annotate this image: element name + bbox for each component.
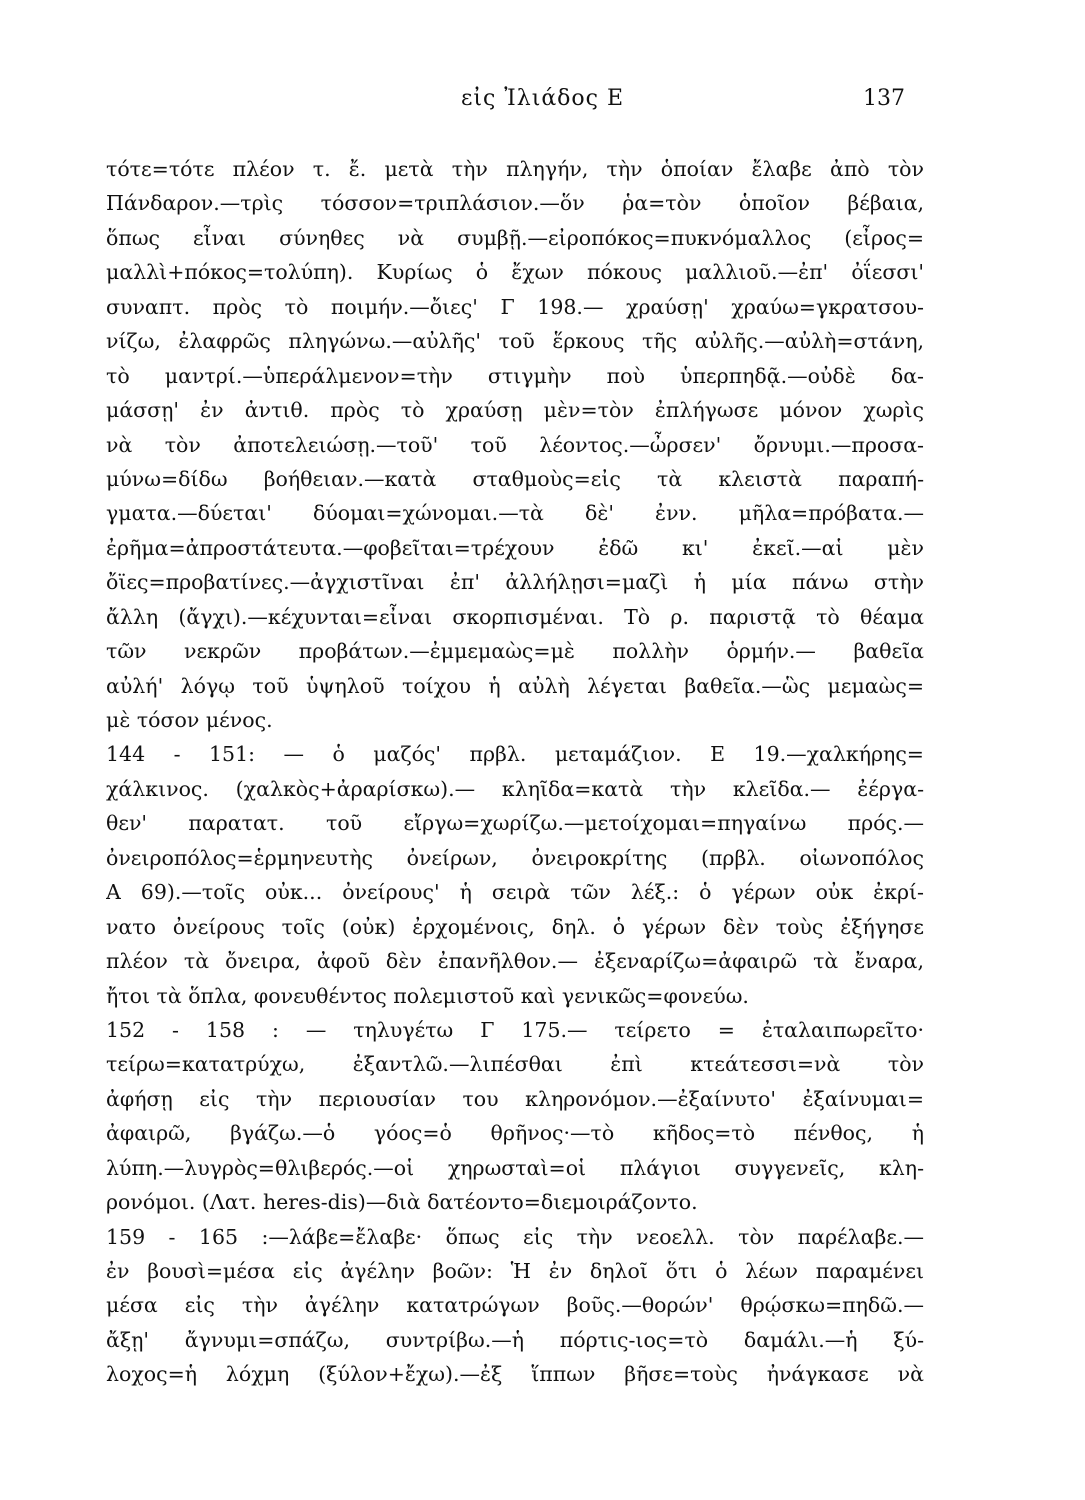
page-header bbox=[0, 86, 1085, 122]
text-line: ὅπως εἶναι σύνηθες νὰ συμβῇ.—εἰροπόκος=πυκνόμαλλος (εἶρος= bbox=[106, 225, 924, 250]
text-line: ὄϊες=προβατίνες.—ἀγχιστῖναι ἐπ' ἀλλήλῃσι=μαζὶ ἡ μία πάνω στὴν bbox=[106, 570, 924, 595]
text-line: ἀφαιρῶ, βγάζω.—ὁ γόος=ὁ θρῆνος·—τὸ κῆδος=τὸ πένθος, ἡ bbox=[106, 1121, 924, 1146]
page-number: 137 bbox=[863, 86, 905, 111]
text-line: τότε=τότε πλέον τ. ἔ. μετὰ τὴν πληγήν, τὴν ὁποίαν ἔλαβε ἀπὸ τὸν bbox=[106, 157, 924, 181]
text-line: ὀνειροπόλος=ἑρμηνευτὴς ὀνείρων, ὀνειροκρίτης (πρβλ. οἰωνοπόλος bbox=[106, 845, 924, 870]
text-line: μύνω=δίδω βοήθειαν.—κατὰ σταθμοὺς=εἰς τὰ κλειστὰ παραπή- bbox=[106, 466, 924, 491]
text-line: νὰ τὸν ἀποτελειώσῃ.—τοῦ' τοῦ λέοντος.—ὦρσεν' ὄρνυμι.—προσα- bbox=[106, 432, 924, 457]
text-line: λοχος=ἡ λόχμη (ξύλον+ἔχω).—ἐξ ἵππων βῆσε=τοὺς ἠνάγκασε νὰ bbox=[106, 1362, 924, 1387]
text-line: αὐλή' λόγῳ τοῦ ὑψηλοῦ τοίχου ἡ αὐλὴ λέγεται βαθεῖα.—ὣς μεμαὼς= bbox=[106, 673, 924, 698]
text-line: νατο ὀνείρους τοῖς (οὐκ) ἐρχομένοις, δηλ. ὁ γέρων δὲν τοὺς ἐξήγησε bbox=[106, 914, 924, 939]
text-line: θεν' παρατατ. τοῦ εἴργω=χωρίζω.—μετοίχομαι=πηγαίνω πρός.— bbox=[106, 811, 924, 836]
commentary-text bbox=[106, 152, 924, 1392]
text-line: 159 - 165 :—λάβε=ἔλαβε· ὅπως εἰς τὴν νεοελλ. τὸν παρέλαβε.— bbox=[106, 1224, 924, 1249]
text-line: ἐρῆμα=ἀπροστάτευτα.—φοβεῖται=τρέχουν ἐδῶ κι' ἐκεῖ.—αἱ μὲν bbox=[106, 535, 924, 560]
text-line: ἄξῃ' ἄγνυμι=σπάζω, συντρίβω.—ἡ πόρτις-ιος=τὸ δαμάλι.—ἡ ξύ- bbox=[106, 1327, 924, 1352]
text-line: ἐν βουσὶ=μέσα εἰς ἀγέλην βοῶν: Ἡ ἐν δηλοῖ ὅτι ὁ λέων παραμένει bbox=[106, 1259, 924, 1283]
text-line: μὲ τόσον μένος. bbox=[106, 708, 273, 732]
text-line: μαλλὶ+πόκος=τολύπη). Κυρίως ὁ ἔχων πόκους μαλλιοῦ.—ἐπ' ὀΐεσσι' bbox=[106, 260, 924, 285]
text-line: ἄλλη (ἄγχι).—κέχυνται=εἶναι σκορπισμέναι. Τὸ ρ. παριστᾷ τὸ θέαμα bbox=[106, 604, 924, 629]
text-line: τείρω=κατατρύχω, ἐξαντλῶ.—λιπέσθαι ἐπὶ κτεάτεσσι=νὰ τὸν bbox=[106, 1052, 924, 1077]
text-line: λύπη.—λυγρὸς=θλιβερός.—οἱ χηρωσταὶ=οἱ πλάγιοι συγγενεῖς, κλη- bbox=[106, 1155, 924, 1180]
text-line: συναπτ. πρὸς τὸ ποιμήν.—ὄιες' Γ 198.— χραύσῃ' χραύω=γκρατσου- bbox=[106, 294, 924, 319]
text-line: 144 - 151: — ὁ μαζός' πρβλ. μεταμάζιον. Ε 19.—χαλκήρης= bbox=[106, 742, 924, 767]
text-line: ἤτοι τὰ ὅπλα, φονευθέντος πολεμιστοῦ καὶ γενικῶς=φονεύω. bbox=[106, 983, 749, 1008]
text-line: ἀφήσῃ εἰς τὴν περιουσίαν του κληρονόμον.—ἐξαίνυτο' ἐξαίνυμαι= bbox=[106, 1086, 924, 1111]
text-line: νίζω, ἐλαφρῶς πληγώνω.—αὐλῆς' τοῦ ἕρκους τῆς αὐλῆς.—αὐλὴ=στάνη, bbox=[106, 329, 924, 354]
text-line: πλέον τὰ ὄνειρα, ἀφοῦ δὲν ἐπανῆλθον.— ἐξεναρίζω=ἀφαιρῶ τὰ ἔναρα, bbox=[106, 949, 924, 974]
text-line: γματα.—δύεται' δύομαι=χώνομαι.—τὰ δὲ' ἐνν. μῆλα=πρόβατα.— bbox=[106, 501, 924, 526]
text-line: μέσα εἰς τὴν ἀγέλην κατατρώγων βοῦς.—θορών' θρῴσκω=πηδῶ.— bbox=[106, 1293, 924, 1318]
running-head: εἰς Ἰλιάδος Ε bbox=[460, 86, 625, 111]
text-line: μάσσῃ' ἐν ἀντιθ. πρὸς τὸ χραύσῃ μὲν=τὸν ἐπλήγωσε μόνον χωρὶς bbox=[106, 398, 924, 423]
text-line: τῶν νεκρῶν προβάτων.—ἐμμεμαὼς=μὲ πολλὴν ὁρμήν.— βαθεῖα bbox=[106, 639, 924, 664]
text-line: ρονόμοι. (Λατ. heres-dis)—διὰ δατέοντο=διεμοιράζοντο. bbox=[106, 1190, 698, 1215]
text-line: τὸ μαντρί.—ὑπεράλμενον=τὴν στιγμὴν ποὺ ὑπερπηδᾷ.—οὐδὲ δα- bbox=[106, 363, 924, 388]
text-line: Α 69).—τοῖς οὐκ... ὀνείρους' ἡ σειρὰ τῶν λέξ.: ὁ γέρων οὐκ ἐκρί- bbox=[106, 880, 924, 905]
text-line: 152 - 158 : — τηλυγέτω Γ 175.— τείρετο = ἐταλαιπωρεῖτο· bbox=[106, 1017, 924, 1042]
text-line: χάλκινος. (χαλκὸς+ἀραρίσκω).— κληῖδα=κατὰ τὴν κλεῖδα.— ἐέργα- bbox=[106, 776, 924, 801]
text-line: Πάνδαρον.—τρὶς τόσσον=τριπλάσιον.—ὅν ῥα=τὸν ὁποῖον βέβαια, bbox=[106, 191, 924, 216]
